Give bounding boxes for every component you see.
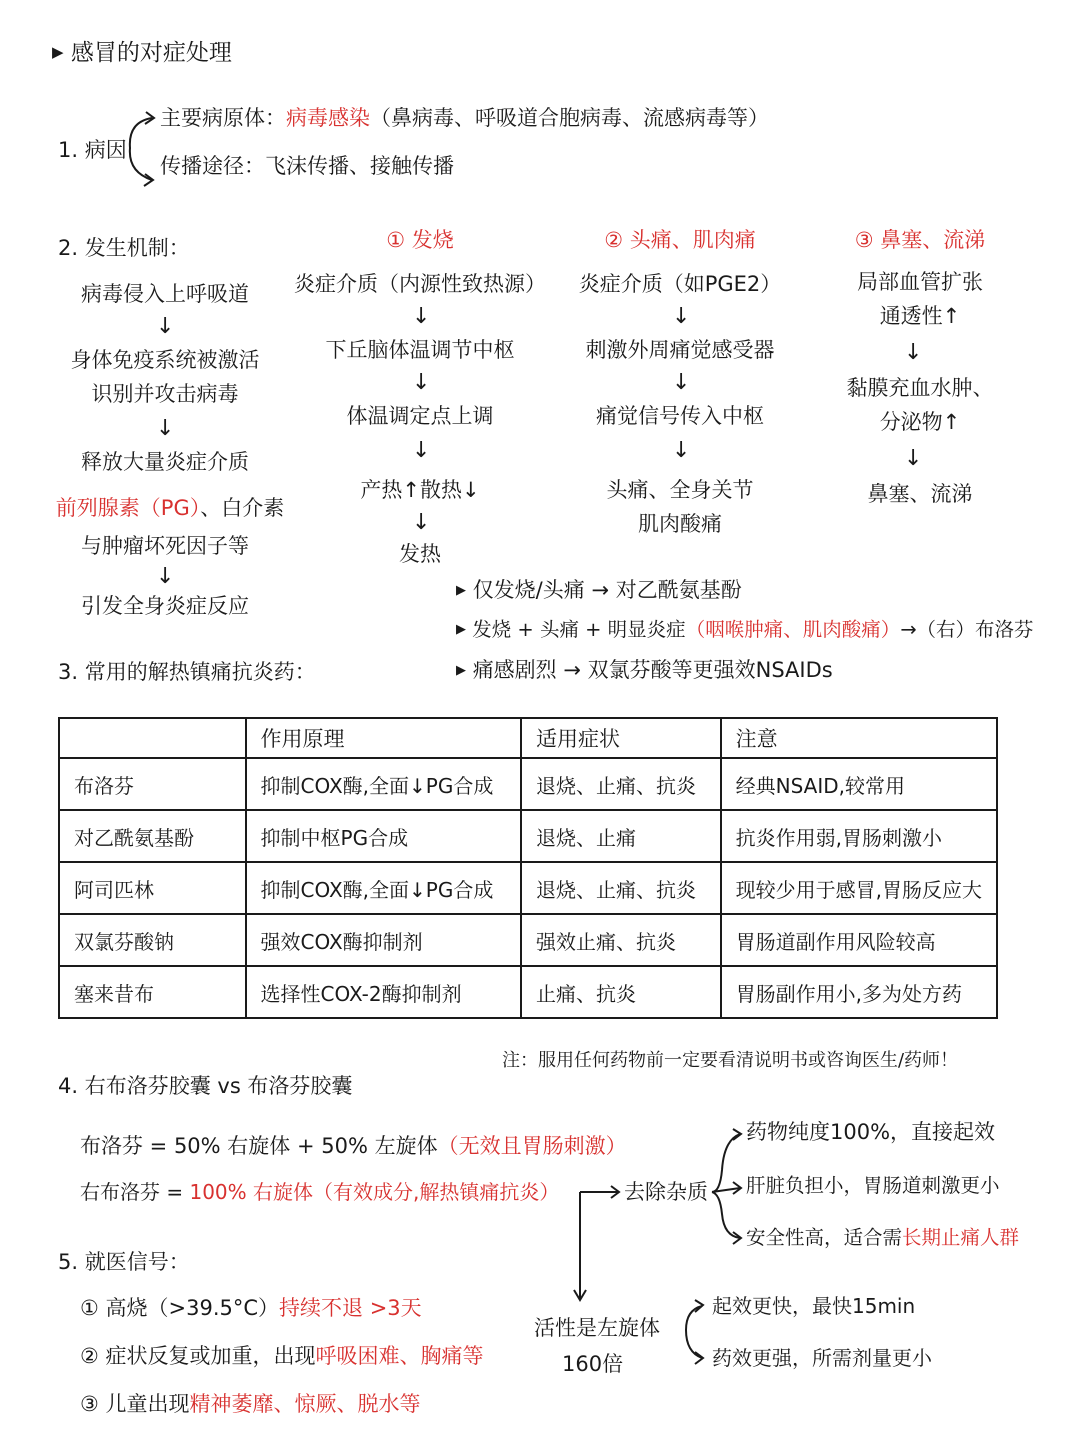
warning-signal-text: ① 高烧（>39.5°C） [80, 1296, 280, 1320]
warning-signal-highlight: 精神萎靡、惊厥、脱水等 [189, 1392, 421, 1416]
pathogen-label: 主要病原体： [160, 106, 286, 130]
section4-label: 4. 右布洛芬胶囊 vs 布洛芬胶囊 [58, 1074, 353, 1098]
drug-name: 阿司匹林 [59, 862, 246, 914]
activity-label: 活性是左旋体 [534, 1316, 660, 1340]
mechanism-step: 引发全身炎症反应 [81, 594, 249, 618]
drug-mechanism: 抑制中枢PG合成 [246, 810, 521, 862]
pain-heading: ② 头痛、肌肉痛 [604, 228, 756, 252]
mechanism-step [50, 496, 290, 521]
drug-mechanism: 强效COX酶抑制剂 [246, 914, 521, 966]
drug-tip [456, 618, 1034, 641]
benefit-highlight: 长期止痛人群 [902, 1226, 1020, 1249]
table-row [59, 914, 997, 966]
warning-signal-text: ② 症状反复或加重，出现 [80, 1344, 316, 1368]
drug-mechanism: 选择性COX-2酶抑制剂 [246, 966, 521, 1018]
mechanism-step: 识别并攻击病毒 [91, 382, 239, 406]
drug-indication: 止痛、抗炎 [521, 966, 721, 1018]
page-title-text: 感冒的对症处理 [70, 40, 232, 66]
drug-tip-highlight: （咽喉肿痛、肌肉酸痛） [685, 618, 901, 641]
warning-signal-highlight: 持续不退 >3天 [279, 1296, 422, 1320]
effect-item: 药效更强，所需剂量更小 [712, 1346, 932, 1370]
ibuprofen-composition [80, 1134, 627, 1159]
down-arrow-icon: ↓ [412, 438, 431, 463]
fever-step: 产热↑散热↓ [360, 478, 480, 502]
section5-label: 5. 就医信号： [58, 1250, 190, 1274]
fever-step: 炎症介质（内源性致热源） [294, 272, 546, 296]
table-header-cell: 适用症状 [521, 718, 721, 758]
drug-mechanism: 抑制COX酶,全面↓PG合成 [246, 758, 521, 810]
down-arrow-icon: ↓ [156, 564, 175, 589]
pathogen-list: （鼻病毒、呼吸道合胞病毒、流感病毒等） [370, 106, 769, 130]
down-arrow-icon: ↓ [904, 340, 923, 365]
down-arrow-icon: ↓ [156, 314, 175, 339]
ibuprofen-formula: 布洛芬 = 50% 右旋体 + 50% 左旋体 [80, 1134, 438, 1158]
warning-signal [80, 1392, 421, 1417]
pain-step: 痛觉信号传入中枢 [596, 404, 764, 428]
benefit-item [746, 1226, 1019, 1249]
drug-name: 双氯芬酸钠 [59, 914, 246, 966]
fever-step: 下丘脑体温调节中枢 [325, 338, 515, 362]
drug-indication: 退烧、止痛、抗炎 [521, 758, 721, 810]
nasal-step: 分泌物↑ [879, 410, 961, 434]
cause-brace [130, 118, 152, 180]
prostaglandin-highlight: 前列腺素（PG） [55, 496, 201, 520]
mechanism-step: 与肿瘤坏死因子等 [81, 534, 249, 558]
table-header-row [59, 718, 997, 758]
section3-label: 3. 常用的解热镇痛抗炎药： [58, 660, 316, 684]
table-header-cell: 作用原理 [246, 718, 521, 758]
drug-tip [456, 658, 833, 683]
benefit-item: 肝脏负担小，胃肠道刺激更小 [746, 1174, 1000, 1197]
warning-signal [80, 1344, 484, 1369]
drug-table [58, 717, 998, 1019]
nasal-step: 通透性↑ [879, 304, 961, 328]
remove-impurities: 去除杂质 [624, 1180, 708, 1204]
drug-name: 对乙酰氨基酚 [59, 810, 246, 862]
mechanism-step: 病毒侵入上呼吸道 [81, 282, 249, 306]
drug-tip-text: →（右）布洛芬 [900, 618, 1034, 641]
down-arrow-icon: ↓ [412, 510, 431, 535]
fever-step: 发热 [399, 542, 441, 566]
drug-note: 经典NSAID,较常用 [721, 758, 997, 810]
arrow-head-icon [695, 1352, 703, 1364]
drug-name: 塞来昔布 [59, 966, 246, 1018]
warning-signal [80, 1296, 422, 1321]
section1-label: 1. 病因 [58, 138, 127, 162]
arrow-head-icon [144, 174, 153, 186]
drug-note: 抗炎作用弱,胃肠刺激小 [721, 810, 997, 862]
down-arrow-icon: ↓ [412, 370, 431, 395]
effect-item: 起效更快，最快15min [712, 1294, 916, 1318]
down-arrow-icon: ↓ [904, 446, 923, 471]
benefit-item: 药物纯度100%，直接起效 [746, 1120, 996, 1144]
table-footnote: 注：服用任何药物前一定要看清说明书或咨询医生/药师！ [502, 1050, 959, 1071]
pain-step: 头痛、全身关节 [606, 478, 754, 502]
drug-tip-text: 发烧 + 头痛 + 明显炎症 [472, 618, 686, 641]
benefit-text: 安全性高，适合需 [746, 1226, 903, 1249]
drug-note: 胃肠副作用小,多为处方药 [721, 966, 997, 1018]
mechanism-step-tail: 、白介素 [200, 496, 285, 520]
down-arrow-icon: ↓ [672, 304, 691, 329]
dexibuprofen-formula: 右布洛芬 = [80, 1180, 190, 1204]
table-row [59, 862, 997, 914]
table-row [59, 810, 997, 862]
down-arrow-icon: ↓ [672, 438, 691, 463]
dexibuprofen-composition [80, 1180, 559, 1204]
drug-indication: 退烧、止痛 [521, 810, 721, 862]
table-header-cell [59, 718, 246, 758]
ibuprofen-note: （无效且胃肠刺激） [437, 1134, 627, 1158]
mechanism-step: 身体免疫系统被激活 [70, 348, 260, 372]
nasal-step: 鼻塞、流涕 [867, 482, 973, 506]
bullet-triangle-icon: ▶ [52, 43, 64, 61]
table-header-cell: 注意 [721, 718, 997, 758]
nasal-step: 黏膜充血水肿、 [846, 376, 994, 400]
down-arrow-icon: ↓ [672, 370, 691, 395]
drug-note: 胃肠道副作用风险较高 [721, 914, 997, 966]
activity-times: 160倍 [562, 1352, 624, 1376]
mechanism-step: 释放大量炎症介质 [81, 450, 249, 474]
fever-heading: ① 发烧 [386, 228, 454, 252]
drug-tip-text: 仅发烧/头痛 → 对乙酰氨基酚 [472, 578, 742, 602]
table-row [59, 758, 997, 810]
nasal-step: 局部血管扩张 [857, 270, 983, 294]
bullet-triangle-icon: ▶ [456, 663, 466, 678]
bullet-triangle-icon: ▶ [456, 583, 466, 598]
drug-tip [456, 578, 742, 603]
warning-signal-text: ③ 儿童出现 [80, 1392, 190, 1416]
drug-tip-text: 痛感剧烈 → 双氯芬酸等更强效NSAIDs [472, 658, 833, 682]
drug-note: 现较少用于感冒,胃肠反应大 [721, 862, 997, 914]
pain-step: 炎症介质（如PGE2） [578, 272, 782, 296]
bullet-triangle-icon: ▶ [456, 622, 466, 637]
nasal-heading: ③ 鼻塞、流涕 [854, 228, 986, 252]
pathogen-highlight: 病毒感染 [286, 106, 370, 130]
warning-signal-highlight: 呼吸困难、胸痛等 [315, 1344, 484, 1368]
table-row [59, 966, 997, 1018]
drug-indication: 退烧、止痛、抗炎 [521, 862, 721, 914]
pain-step: 肌肉酸痛 [638, 512, 722, 536]
drug-indication: 强效止痛、抗炎 [521, 914, 721, 966]
drug-mechanism: 抑制COX酶,全面↓PG合成 [246, 862, 521, 914]
transmission-line: 传播途径：飞沫传播、接触传播 [160, 154, 454, 178]
section2-label: 2. 发生机制： [58, 236, 190, 260]
down-arrow-icon: ↓ [412, 304, 431, 329]
drug-name: 布洛芬 [59, 758, 246, 810]
fever-step: 体温调定点上调 [346, 404, 494, 428]
down-arrow-icon: ↓ [156, 416, 175, 441]
pain-step: 刺激外周痛觉感受器 [585, 338, 775, 362]
dexibuprofen-highlight: 100% 右旋体（有效成分,解热镇痛抗炎） [189, 1180, 560, 1204]
pathogen-line [160, 106, 769, 131]
